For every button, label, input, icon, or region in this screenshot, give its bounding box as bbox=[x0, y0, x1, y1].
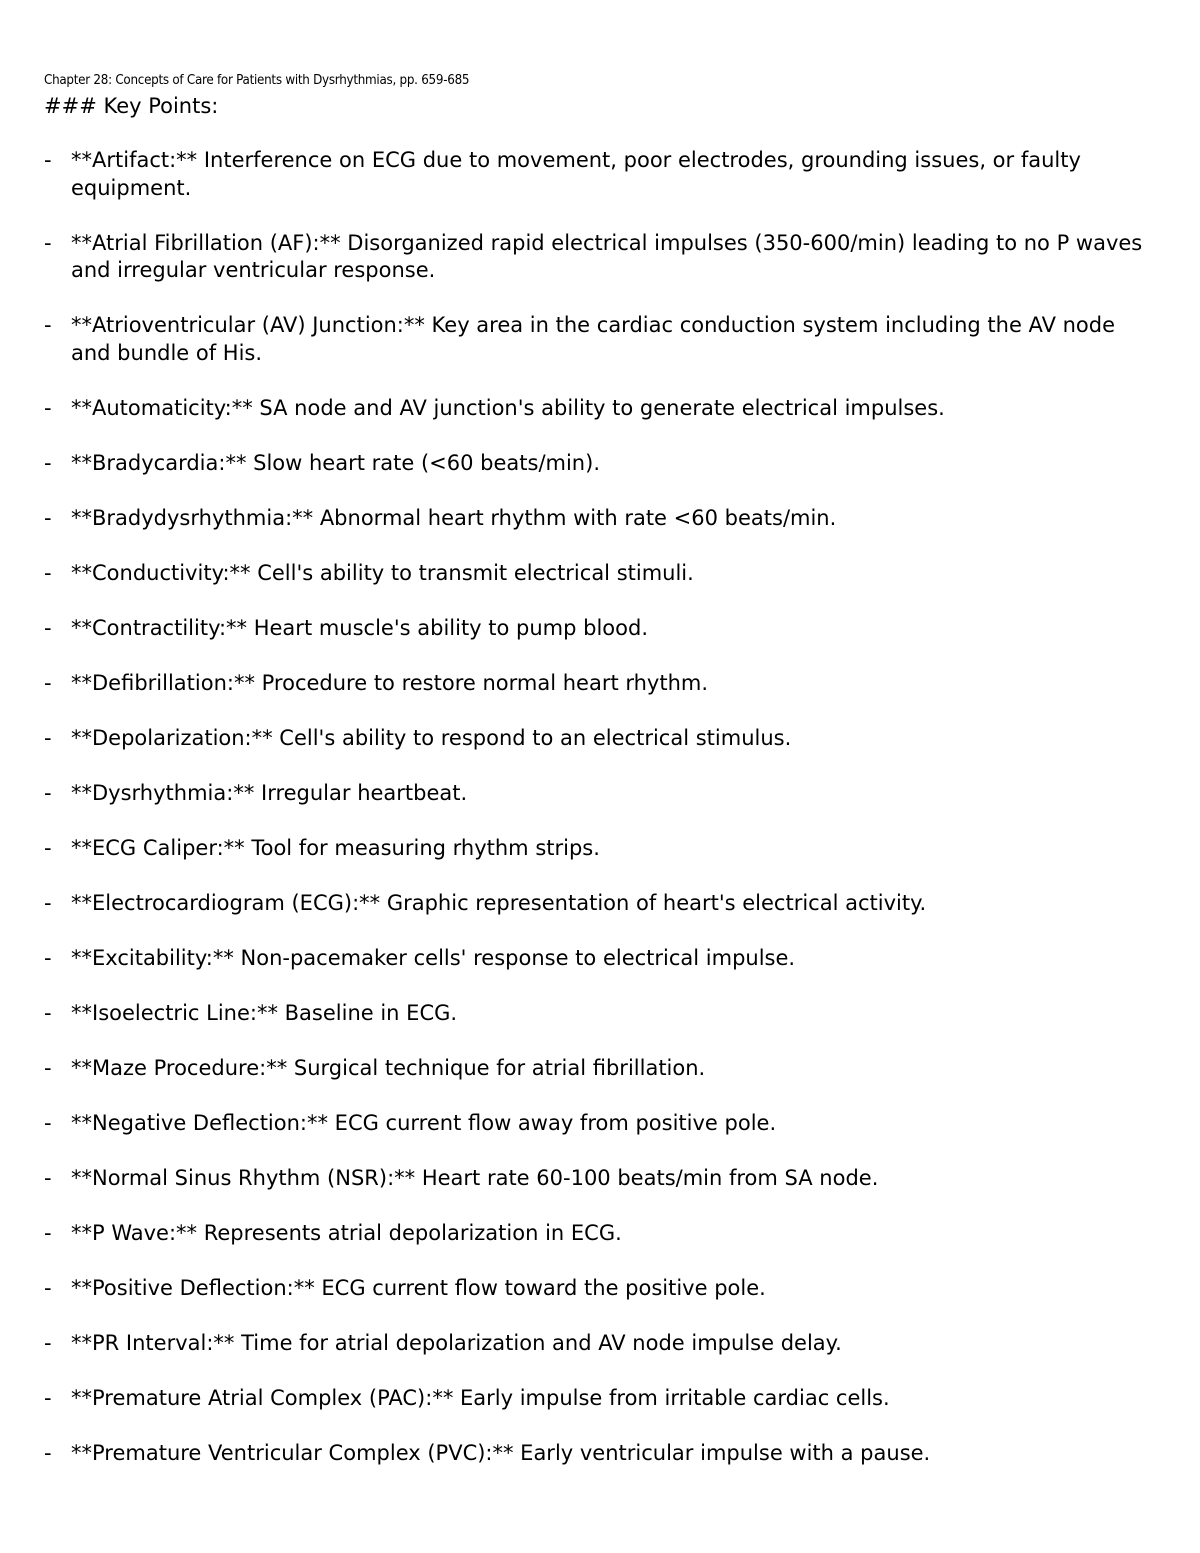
list-item bbox=[44, 890, 1144, 918]
list-item-text: **ECG Caliper:** Tool for measuring rhythm strips. bbox=[71, 835, 600, 860]
bullet-dash: - bbox=[44, 1165, 52, 1190]
list-item bbox=[44, 1055, 1144, 1083]
bullet-dash: - bbox=[44, 313, 52, 337]
bullet-dash: - bbox=[44, 395, 52, 420]
bullet-dash: - bbox=[44, 1000, 52, 1025]
key-points-list bbox=[44, 147, 1144, 1467]
bullet-dash: - bbox=[44, 615, 52, 640]
key-points-heading: ### Key Points: bbox=[44, 94, 219, 118]
bullet-dash: - bbox=[44, 230, 52, 255]
list-item bbox=[44, 670, 1144, 698]
list-item bbox=[44, 1220, 1144, 1248]
list-item bbox=[44, 1165, 1144, 1193]
list-item-text: **Negative Deflection:** ECG current flow away from positive pole. bbox=[71, 1110, 777, 1135]
list-item bbox=[44, 395, 1144, 423]
list-item-text: **Premature Atrial Complex (PAC):** Early impulse from irritable cardiac cells. bbox=[71, 1385, 890, 1410]
list-item bbox=[44, 230, 1144, 285]
bullet-dash: - bbox=[44, 890, 52, 915]
bullet-dash: - bbox=[44, 945, 52, 970]
bullet-dash: - bbox=[44, 1055, 52, 1080]
list-item bbox=[44, 147, 1144, 202]
list-item bbox=[44, 1440, 1144, 1468]
bullet-dash: - bbox=[44, 505, 52, 530]
list-item bbox=[44, 312, 1144, 367]
document-page bbox=[44, 72, 1144, 1495]
list-item-text: **Dysrhythmia:** Irregular heartbeat. bbox=[71, 780, 468, 805]
bullet-dash: - bbox=[44, 560, 52, 585]
list-item-text: **PR Interval:** Time for atrial depolarization and AV node impulse delay. bbox=[71, 1330, 842, 1355]
chapter-header: Chapter 28: Concepts of Care for Patients with Dysrhythmias, pp. 659-685 bbox=[44, 73, 470, 88]
list-item bbox=[44, 1275, 1144, 1303]
list-item bbox=[44, 945, 1144, 973]
bullet-dash: - bbox=[44, 780, 52, 805]
bullet-dash: - bbox=[44, 1385, 52, 1410]
list-item bbox=[44, 1110, 1144, 1138]
list-item bbox=[44, 835, 1144, 863]
list-item-text: **Electrocardiogram (ECG):** Graphic representation of heart's electrical activity. bbox=[71, 890, 927, 915]
list-item-text: **Atrial Fibrillation (AF):** Disorganized rapid electrical impulses (350-600/min) leading to no P waves and irregular ventricular response. bbox=[71, 230, 1143, 282]
bullet-dash: - bbox=[44, 148, 52, 172]
list-item-text: **Atrioventricular (AV) Junction:** Key area in the cardiac conduction system including the AV node and bundle of His. bbox=[71, 313, 1116, 365]
list-item bbox=[44, 450, 1144, 478]
list-item-text: **Automaticity:** SA node and AV junction's ability to generate electrical impulses. bbox=[71, 395, 945, 420]
list-item-text: **Contractility:** Heart muscle's ability to pump blood. bbox=[71, 615, 649, 640]
bullet-dash: - bbox=[44, 1220, 52, 1245]
list-item bbox=[44, 725, 1144, 753]
list-item-text: **Artifact:** Interference on ECG due to movement, poor electrodes, grounding issues, or faulty equipment. bbox=[71, 148, 1081, 200]
bullet-dash: - bbox=[44, 1440, 52, 1465]
list-item bbox=[44, 780, 1144, 808]
list-item bbox=[44, 1385, 1144, 1413]
list-item-text: **Normal Sinus Rhythm (NSR):** Heart rate 60-100 beats/min from SA node. bbox=[71, 1165, 879, 1190]
list-item-text: **Premature Ventricular Complex (PVC):** Early ventricular impulse with a pause. bbox=[71, 1440, 931, 1465]
list-item-text: **Bradydysrhythmia:** Abnormal heart rhythm with rate <60 beats/min. bbox=[71, 505, 837, 530]
list-item-text: **Maze Procedure:** Surgical technique for atrial fibrillation. bbox=[71, 1055, 706, 1080]
bullet-dash: - bbox=[44, 1110, 52, 1135]
list-item-text: **Defibrillation:** Procedure to restore normal heart rhythm. bbox=[71, 670, 709, 695]
bullet-dash: - bbox=[44, 1330, 52, 1355]
list-item-text: **Isoelectric Line:** Baseline in ECG. bbox=[71, 1000, 458, 1025]
list-item bbox=[44, 615, 1144, 643]
list-item-text: **Bradycardia:** Slow heart rate (<60 beats/min). bbox=[71, 450, 600, 475]
list-item bbox=[44, 1000, 1144, 1028]
list-item-text: **Conductivity:** Cell's ability to transmit electrical stimuli. bbox=[71, 560, 694, 585]
list-item bbox=[44, 505, 1144, 533]
list-item bbox=[44, 1330, 1144, 1358]
list-item-text: **Depolarization:** Cell's ability to respond to an electrical stimulus. bbox=[71, 725, 792, 750]
bullet-dash: - bbox=[44, 670, 52, 695]
bullet-dash: - bbox=[44, 835, 52, 860]
list-item bbox=[44, 560, 1144, 588]
list-item-text: **Excitability:** Non-pacemaker cells' response to electrical impulse. bbox=[71, 945, 796, 970]
list-item-text: **P Wave:** Represents atrial depolarization in ECG. bbox=[71, 1220, 622, 1245]
bullet-dash: - bbox=[44, 725, 52, 750]
bullet-dash: - bbox=[44, 450, 52, 475]
bullet-dash: - bbox=[44, 1275, 52, 1300]
list-item-text: **Positive Deflection:** ECG current flow toward the positive pole. bbox=[71, 1275, 766, 1300]
